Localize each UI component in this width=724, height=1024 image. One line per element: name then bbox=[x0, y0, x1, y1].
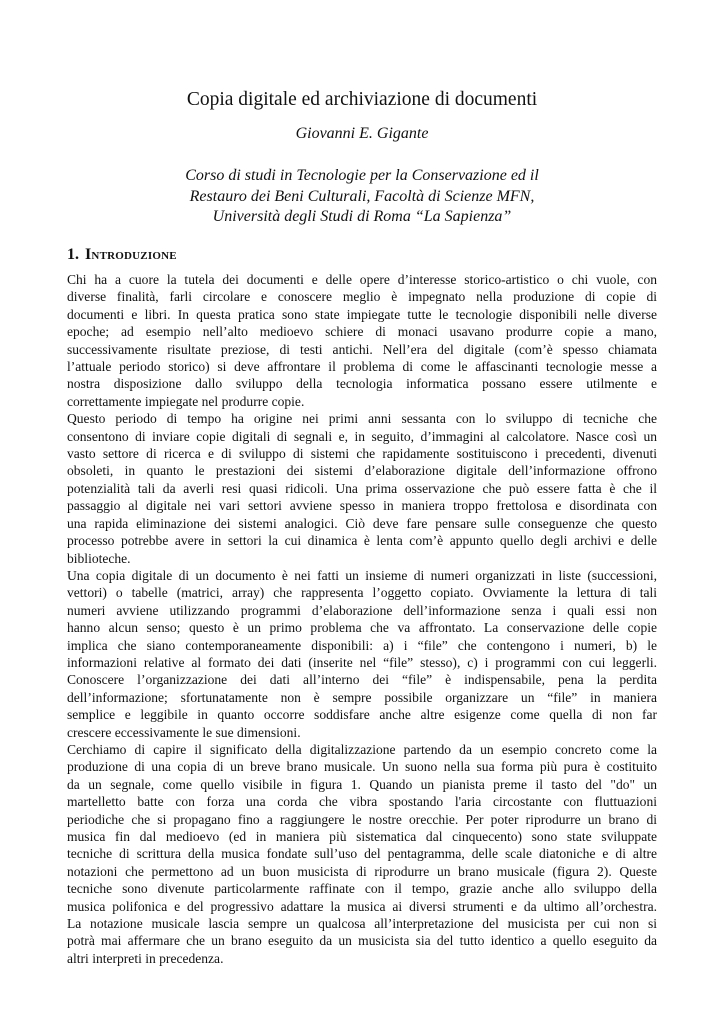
body-line: altri interpreti in precedenza. bbox=[67, 950, 224, 966]
body-line: passaggio al digitale nei vari settori avviene spesso in maniera troppo frettolosa e disordinata con bbox=[67, 498, 657, 514]
body-line: Una copia digitale di un documento è nei fatti un insieme di numeri organizzati in liste (successioni, bbox=[67, 567, 657, 583]
body-line: notazioni che permettono ad un buon musicista di riprodurre un brano musicale (figura 2). Queste bbox=[67, 863, 657, 879]
body-line: semplice e leggibile in quanto occorre soddisfare anche altre esigenze come quella di non far bbox=[67, 707, 657, 723]
body-line: martelletto batte con forza una corda che vibra spostando l'aria circostante con fluttuazioni bbox=[67, 794, 657, 810]
body-line: consentono di inviare copie digitali di segnali e, in seguito, d’immagini al calcolatore. Nasce così un bbox=[67, 428, 657, 444]
body-line: documenti e libri. In questa pratica sono state impiegate tutte le tecnologie disponibili nelle diverse bbox=[67, 306, 657, 322]
body-line: Questo periodo di tempo ha origine nei primi anni sessanta con lo sviluppo di tecniche che bbox=[67, 411, 657, 427]
affiliation-line: Corso di studi in Tecnologie per la Conservazione ed il bbox=[185, 167, 539, 184]
author-affiliation bbox=[0, 166, 724, 228]
body-line: successivamente risultate preziose, di testi antichi. Nell’era del digitale (com’è spesso chiamata bbox=[67, 341, 657, 357]
body-line: processo potrebbe avere in settori la cui dinamica è lenta com’è appunto quello degli archivi e delle bbox=[67, 533, 657, 549]
body-line: da un segnale, come quello visibile in figura 1. Quando un pianista preme il tasto del "do" un bbox=[67, 776, 657, 792]
body-line: musica fin dal medioevo (ed in maniera più sistematica dal cinquecento) sono state sviluppate bbox=[67, 829, 657, 844]
body-line: vasto settore di ricerca e di sviluppo di sistemi che rapidamente sostituiscono i precedenti, divenuti bbox=[67, 446, 657, 462]
body-line: biblioteche. bbox=[67, 550, 131, 566]
body-line: potrà mai affermare che un brano eseguito da un musicista sia del tutto identico a quello eseguito da bbox=[67, 933, 657, 949]
affiliation-line: Restauro dei Beni Culturali, Facoltà di Scienze MFN, bbox=[189, 187, 535, 205]
body-line: diverse finalità, farli circolare e conoscere meglio è impegnato nella produzione di copie di bbox=[67, 289, 657, 305]
body-line: Conoscere l’organizzazione dei dati all’interno dei “file” è indispensabile, pena la perdita bbox=[67, 672, 657, 688]
body-line: nostra disposizione dallo sviluppo della tecnologia informatica possano essere utilmente e bbox=[67, 376, 657, 392]
section-title: Introduzione bbox=[85, 246, 177, 263]
body-line: hanno alcun senso; questo è un primo problema che va affrontato. La conservazione delle copie bbox=[67, 620, 657, 636]
body-line: una rapida eliminazione dei sistemi analogici. Ciò deve fare pensare sulle conseguenze che questo bbox=[67, 515, 657, 531]
body-line: Chi ha a cuore la tutela dei documenti e delle opere d’interesse storico-artistico o chi vuole, con bbox=[67, 272, 657, 287]
body-line: epoche; ad esempio nell’alto medioevo schiere di monaci usavano produrre copie a mano, bbox=[67, 324, 657, 340]
body-line: tecniche sono divenute particolarmente raffinate con il tempo, grazie anche allo sviluppo della bbox=[67, 881, 657, 897]
body-line: vettori) o tabelle (matrici, array) che rappresenta l’oggetto copiato. Ovviamente la lettura di tali bbox=[67, 585, 657, 601]
body-line: obsoleti, in quanto le prestazioni dei sistemi d’elaborazione digitale dell’informazione offrono bbox=[67, 463, 657, 479]
body-line: potenzialità tali da averli resi quasi ridicoli. Una prima osservazione che può essere fatta è che il bbox=[67, 480, 657, 496]
author-name: Giovanni E. Gigante bbox=[295, 125, 429, 142]
body-line: La notazione musicale lascia sempre un qualcosa all’interpretazione del musicista per cui non si bbox=[67, 916, 657, 932]
body-line: periodiche che si propagano fino a raggiungere le nostre orecchie. Per poter riprodurre un brano di bbox=[67, 811, 657, 827]
paper-title: Copia digitale ed archiviazione di documenti bbox=[186, 89, 538, 110]
body-line: dell’informazione; sfortunatamente non è sempre possibile organizzare un “file” in maniera bbox=[67, 689, 657, 705]
body-line: produzione di una copia di un breve brano musicale. Un suono nella sua forma più pura è costituito bbox=[67, 759, 657, 775]
body-line: correttamente impiegate nel produrre copie. bbox=[67, 393, 305, 409]
body-line: numeri avviene utilizzando programmi d’elaborazione dell’informazione senza i quali essi non bbox=[67, 602, 657, 618]
section-heading bbox=[67, 245, 177, 265]
body-line: tecniche di scrittura della musica fondate sull’uso del pentagramma, delle scale diatoniche e di altre bbox=[67, 846, 657, 862]
body-line: Cerchiamo di capire il significato della digitalizzazione partendo da un esempio concreto come la bbox=[67, 741, 657, 757]
affiliation-line: Università degli Studi di Roma “La Sapienza” bbox=[212, 208, 512, 225]
body-line: implica che siano contemporaneamente disponibili: a) i “file” che contengono i numeri, b) le bbox=[67, 637, 657, 653]
body-line: crescere eccessivamente le sue dimensioni. bbox=[67, 724, 301, 740]
body-line: musica polifonica e del progressivo adattare la musica ai diversi strumenti e da ultimo all’orchestra. bbox=[67, 898, 657, 914]
body-line: l’attuale periodo storico) si deve affrontare il problema di come le affascinanti tecnologie messe a bbox=[67, 359, 657, 375]
body-text bbox=[67, 271, 657, 967]
section-number: 1. bbox=[67, 246, 79, 263]
body-line: informazioni relative al formato dei dati (inserite nel “file” stesso), c) i programmi con cui leggerli. bbox=[67, 654, 657, 670]
